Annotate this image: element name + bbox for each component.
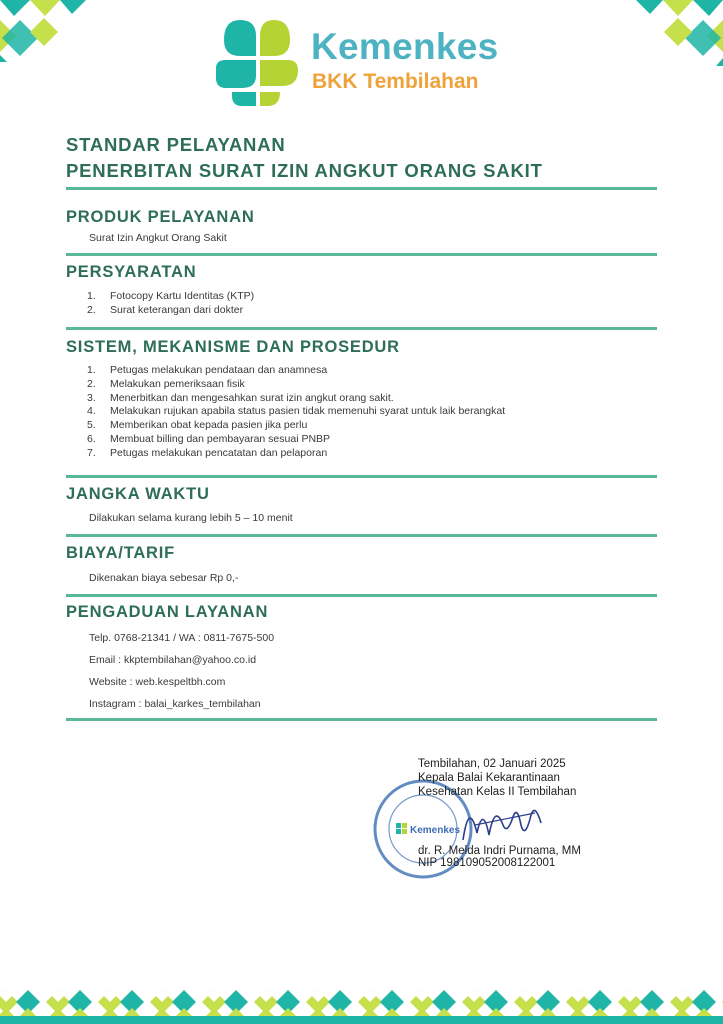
- list-text: Menerbitkan dan mengesahkan surat izin angkut orang sakit.: [110, 391, 394, 404]
- logo-name: Kemenkes: [311, 26, 499, 67]
- footer-motif: [614, 990, 666, 1024]
- prosedur-item: [87, 433, 505, 447]
- logo-subtitle: BKK Tembilahan: [312, 70, 479, 93]
- list-number: 7.: [87, 446, 96, 459]
- page-title: [66, 132, 543, 184]
- footer-ornament: [0, 972, 723, 1024]
- footer-motif: [94, 990, 146, 1024]
- list-number: 5.: [87, 419, 96, 432]
- signature-position-1: Kepala Balai Kekarantinaan: [418, 772, 560, 784]
- footer-motif: [458, 990, 510, 1024]
- list-text: Melakukan rujukan apabila status pasien tidak memenuhi syarat untuk laik berangkat: [110, 405, 506, 418]
- contact-email: Email : kkptembilahan@yahoo.co.id: [89, 654, 257, 666]
- section-heading-produk: PRODUK PELAYANAN: [66, 208, 255, 226]
- persyaratan-item: [87, 304, 254, 318]
- footer-motif: [42, 990, 94, 1024]
- list-number: 3.: [87, 391, 96, 404]
- jangka-waktu-text: Dilakukan selama kurang lebih 5 – 10 menit: [89, 512, 293, 524]
- list-text: Fotocopy Kartu Identitas (KTP): [110, 290, 255, 302]
- footer-motif: [146, 990, 198, 1024]
- divider: [66, 594, 657, 597]
- list-text: Surat keterangan dari dokter: [110, 303, 244, 316]
- section-heading-persyaratan: PERSYARATAN: [66, 263, 197, 281]
- prosedur-item: [87, 447, 505, 461]
- list-text: Petugas melakukan pencatatan dan pelaporan: [110, 446, 328, 459]
- prosedur-item: [87, 392, 505, 406]
- persyaratan-list: [87, 290, 254, 318]
- title-line-1: STANDAR PELAYANAN: [66, 134, 286, 155]
- prosedur-item: [87, 405, 505, 419]
- list-text: Membuat billing dan pembayaran sesuai PNBP: [110, 432, 331, 445]
- prosedur-item: [87, 419, 505, 433]
- footer-motif: [718, 990, 723, 1024]
- stamp-text: Kemenkes: [410, 825, 461, 836]
- prosedur-item: [87, 378, 505, 392]
- prosedur-list: [87, 364, 505, 461]
- section-heading-jangka-waktu: JANGKA WAKTU: [66, 485, 210, 503]
- list-number: 4.: [87, 405, 96, 418]
- footer-motif: [354, 990, 406, 1024]
- footer-motif: [406, 990, 458, 1024]
- footer-motif: [198, 990, 250, 1024]
- section-heading-prosedur: SISTEM, MEKANISME DAN PROSEDUR: [66, 338, 400, 356]
- list-text: Memberikan obat kepada pasien jika perlu: [110, 419, 308, 432]
- divider: [66, 475, 657, 478]
- list-number: 1.: [87, 364, 96, 376]
- biaya-text: Dikenakan biaya sebesar Rp 0,-: [89, 572, 239, 584]
- list-text: Melakukan pemeriksaan fisik: [110, 377, 245, 390]
- footer-motif: [666, 990, 718, 1024]
- prosedur-item: [87, 364, 505, 378]
- footer-motif: [0, 990, 42, 1024]
- contact-website: Website : web.kespeltbh.com: [89, 676, 226, 688]
- list-number: 1.: [87, 290, 96, 302]
- produk-text: Surat Izin Angkut Orang Sakit: [89, 232, 227, 244]
- signatory-nip: NIP 198109052008122001: [418, 857, 556, 869]
- corner-ornament-right: [628, 0, 723, 66]
- footer-motif: [510, 990, 562, 1024]
- list-number: 6.: [87, 432, 96, 445]
- footer-motif: [302, 990, 354, 1024]
- title-line-2: PENERBITAN SURAT IZIN ANGKUT ORANG SAKIT: [66, 160, 543, 181]
- divider: [66, 534, 657, 537]
- footer-motif: [562, 990, 614, 1024]
- section-heading-biaya: BIAYA/TARIF: [66, 544, 176, 562]
- persyaratan-item: [87, 290, 254, 304]
- list-number: 2.: [87, 303, 96, 316]
- signatory-name: dr. R. Melda Indri Purnama, MM: [418, 845, 581, 857]
- kemenkes-logo: [212, 16, 512, 111]
- footer-motif: [250, 990, 302, 1024]
- divider: [66, 718, 657, 721]
- handwritten-signature: [455, 795, 550, 850]
- divider: [66, 253, 657, 256]
- section-heading-pengaduan: PENGADUAN LAYANAN: [66, 603, 269, 621]
- contact-instagram: Instagram : balai_karkes_tembilahan: [89, 698, 261, 710]
- signature-place-date: Tembilahan, 02 Januari 2025: [418, 758, 566, 770]
- divider: [66, 327, 657, 330]
- corner-ornament-left: [0, 0, 90, 62]
- kemenkes-logo-icon: [212, 16, 302, 108]
- list-text: Petugas melakukan pendataan dan anamnesa: [110, 364, 328, 376]
- divider: [66, 187, 657, 190]
- contact-phone: Telp. 0768-21341 / WA : 0811-7675-500: [89, 632, 275, 644]
- list-number: 2.: [87, 377, 96, 390]
- signature-position-2: Kesehatan Kelas II Tembilahan: [418, 786, 577, 798]
